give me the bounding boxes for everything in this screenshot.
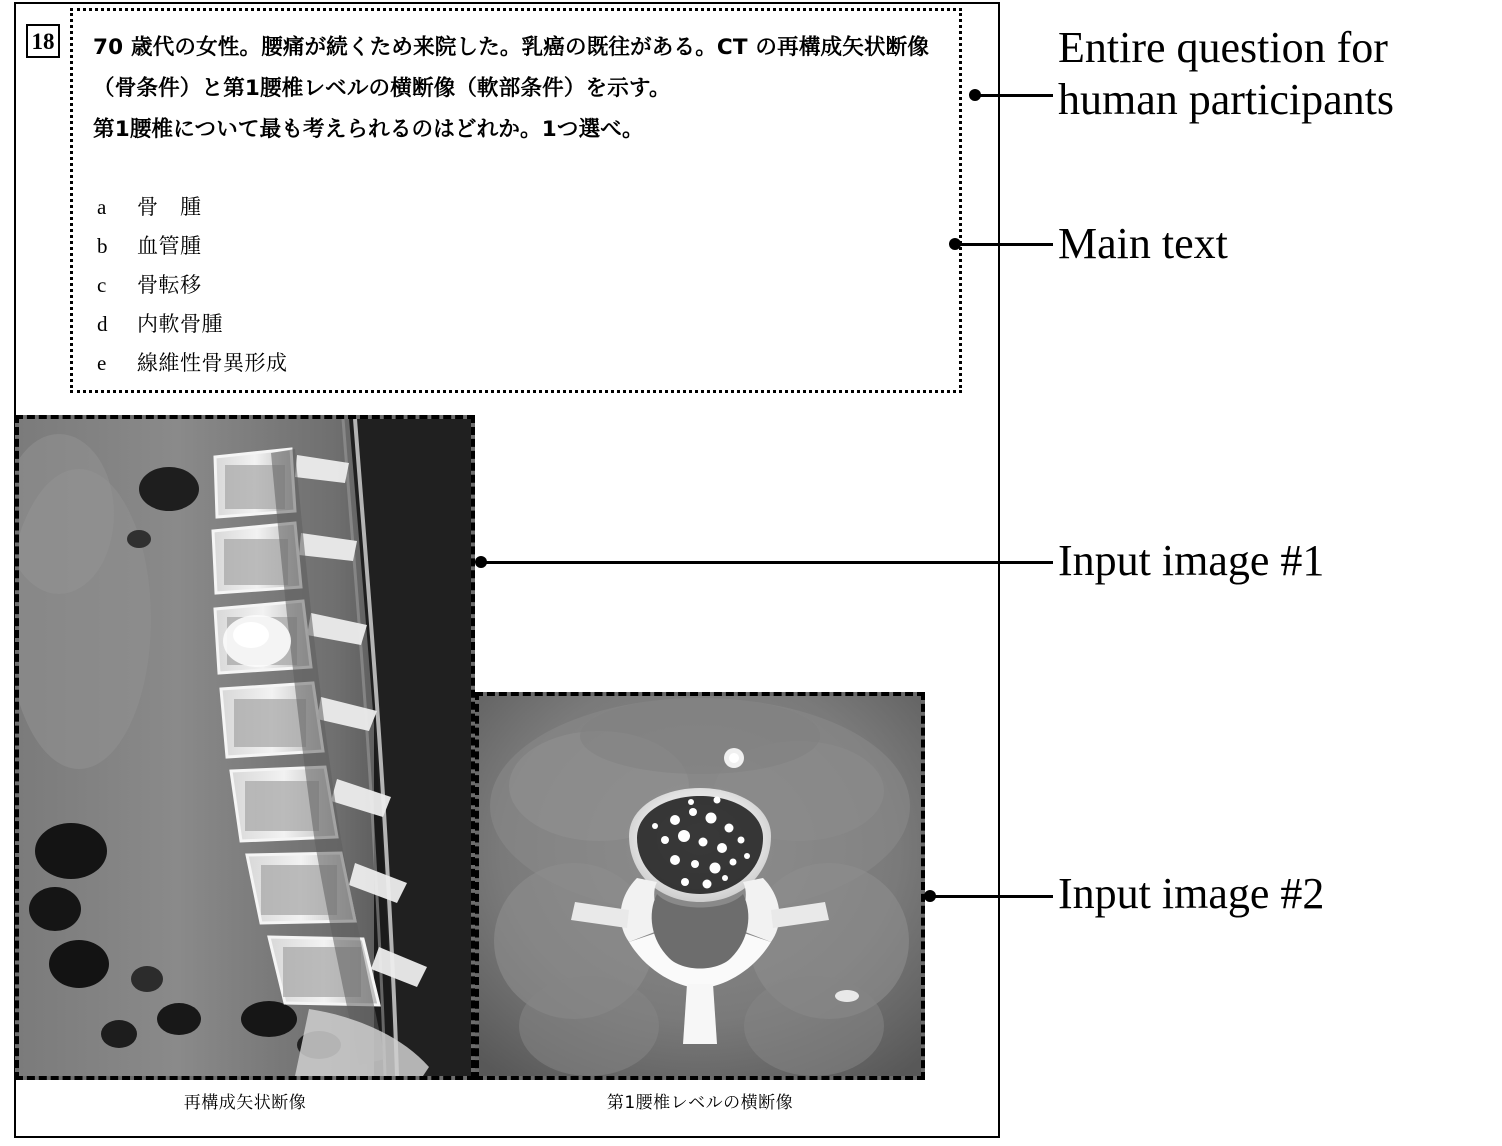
ct-axial-svg [479, 696, 921, 1076]
answer-choices [93, 191, 923, 386]
choice-e[interactable] [93, 347, 923, 386]
leader-line-input-image-1 [481, 561, 1053, 564]
annotation-entire-question-line1: Entire question for [1058, 23, 1388, 72]
choice-text: 骨 腫 [137, 195, 202, 219]
choice-text: 血管腫 [137, 234, 202, 258]
annotation-input-image-2: Input image #2 [1058, 869, 1325, 918]
choice-b[interactable] [93, 230, 923, 269]
question-dotted-box [70, 8, 962, 393]
annotation-main-text: Main text [1058, 219, 1228, 268]
ct-sagittal-svg [19, 419, 471, 1076]
stem-line-3: 第1腰椎について最も考えられるのはどれか。1つ選べ。 [93, 117, 644, 142]
choice-c[interactable] [93, 269, 923, 308]
choice-letter: c [97, 273, 107, 297]
choice-text: 線維性骨異形成 [137, 351, 288, 375]
choice-d[interactable] [93, 308, 923, 347]
ct-sagittal-caption: 再構成矢状断像 [183, 1093, 307, 1113]
leader-line-main-text [955, 243, 1053, 246]
choice-letter: a [97, 195, 107, 219]
annotation-entire-question [1058, 22, 1394, 126]
choice-a[interactable] [93, 191, 923, 230]
stem-line-2: （骨条件）と第1腰椎レベルの横断像（軟部条件）を示す。 [93, 76, 671, 101]
leader-line-input-image-2 [930, 895, 1053, 898]
ct-sagittal-image [15, 415, 475, 1080]
choice-letter: e [97, 351, 107, 375]
annotation-entire-question-line2: human participants [1058, 75, 1395, 124]
choice-letter: d [97, 312, 108, 336]
choice-text: 内軟骨腫 [137, 312, 223, 336]
annotation-input-image-1: Input image #1 [1058, 536, 1325, 585]
question-stem [93, 27, 943, 150]
leader-line-entire-question [975, 94, 1053, 97]
stem-line-1: 70 歳代の女性。腰痛が続くため来院した。乳癌の既往がある。CT の再構成矢状断像 [93, 35, 930, 60]
choice-letter: b [97, 234, 108, 258]
ct-axial-image [475, 692, 925, 1080]
choice-text: 骨転移 [137, 273, 202, 297]
ct-axial-caption: 第1腰椎レベルの横断像 [606, 1093, 794, 1113]
question-number-badge: 18 [26, 24, 60, 58]
